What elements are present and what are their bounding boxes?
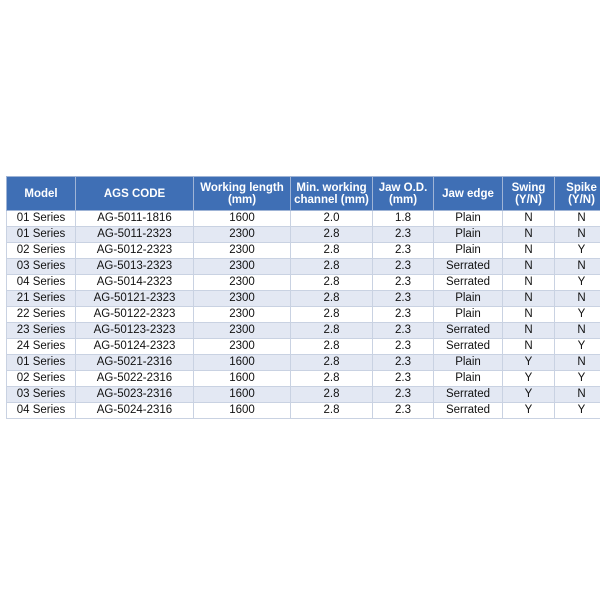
cell-ags-code: AG-5013-2323 <box>76 259 194 275</box>
cell-swing: N <box>503 339 555 355</box>
column-header-line1: AGS CODE <box>103 187 166 200</box>
cell-jaw-od: 2.3 <box>373 307 434 323</box>
cell-jaw-edge: Serrated <box>434 323 503 339</box>
cell-min-working-channel: 2.8 <box>291 355 373 371</box>
column-header-model <box>7 177 76 211</box>
cell-jaw-edge: Plain <box>434 243 503 259</box>
cell-min-working-channel: 2.8 <box>291 259 373 275</box>
cell-spike: N <box>555 291 600 307</box>
cell-spike: Y <box>555 339 600 355</box>
cell-jaw-edge: Plain <box>434 371 503 387</box>
cell-model: 03 Series <box>7 259 76 275</box>
cell-jaw-od: 2.3 <box>373 403 434 419</box>
cell-min-working-channel: 2.0 <box>291 211 373 227</box>
column-header-line1: Min. working <box>296 181 367 194</box>
cell-working-length: 1600 <box>194 211 291 227</box>
cell-spike: N <box>555 355 600 371</box>
table-row <box>7 211 600 227</box>
cell-working-length: 1600 <box>194 387 291 403</box>
cell-jaw-od: 2.3 <box>373 371 434 387</box>
cell-swing: N <box>503 291 555 307</box>
cell-spike: Y <box>555 275 600 291</box>
cell-spike: N <box>555 387 600 403</box>
cell-jaw-edge: Serrated <box>434 259 503 275</box>
cell-jaw-edge: Plain <box>434 307 503 323</box>
column-header-spike <box>555 177 600 211</box>
cell-jaw-od: 2.3 <box>373 339 434 355</box>
table-row <box>7 243 600 259</box>
cell-ags-code: AG-50122-2323 <box>76 307 194 323</box>
cell-ags-code: AG-50124-2323 <box>76 339 194 355</box>
cell-jaw-od: 2.3 <box>373 387 434 403</box>
cell-ags-code: AG-5014-2323 <box>76 275 194 291</box>
cell-jaw-edge: Serrated <box>434 387 503 403</box>
cell-ags-code: AG-5021-2316 <box>76 355 194 371</box>
cell-ags-code: AG-5011-2323 <box>76 227 194 243</box>
cell-min-working-channel: 2.8 <box>291 227 373 243</box>
cell-jaw-edge: Serrated <box>434 339 503 355</box>
cell-model: 24 Series <box>7 339 76 355</box>
cell-spike: N <box>555 211 600 227</box>
cell-working-length: 2300 <box>194 259 291 275</box>
cell-swing: N <box>503 211 555 227</box>
table-body <box>7 211 600 419</box>
cell-swing: N <box>503 243 555 259</box>
cell-ags-code: AG-50121-2323 <box>76 291 194 307</box>
cell-jaw-od: 1.8 <box>373 211 434 227</box>
cell-jaw-edge: Plain <box>434 355 503 371</box>
column-header-line2: (mm) <box>227 193 257 206</box>
table-row <box>7 259 600 275</box>
cell-swing: N <box>503 259 555 275</box>
table-row <box>7 339 600 355</box>
table-row <box>7 387 600 403</box>
cell-jaw-od: 2.3 <box>373 227 434 243</box>
cell-jaw-od: 2.3 <box>373 355 434 371</box>
cell-ags-code: AG-50123-2323 <box>76 323 194 339</box>
cell-jaw-edge: Serrated <box>434 275 503 291</box>
spec-table-container <box>6 176 597 419</box>
column-header-line1: Model <box>24 187 58 200</box>
cell-working-length: 2300 <box>194 339 291 355</box>
table-row <box>7 371 600 387</box>
cell-ags-code: AG-5022-2316 <box>76 371 194 387</box>
cell-swing: N <box>503 275 555 291</box>
cell-swing: N <box>503 307 555 323</box>
column-header-ags-code <box>76 177 194 211</box>
cell-jaw-edge: Plain <box>434 211 503 227</box>
cell-model: 04 Series <box>7 275 76 291</box>
column-header-line2: (Y/N) <box>515 193 542 206</box>
cell-working-length: 2300 <box>194 227 291 243</box>
cell-jaw-od: 2.3 <box>373 323 434 339</box>
cell-ags-code: AG-5012-2323 <box>76 243 194 259</box>
cell-ags-code: AG-5011-1816 <box>76 211 194 227</box>
cell-jaw-edge: Plain <box>434 227 503 243</box>
column-header-jaw-od <box>373 177 434 211</box>
cell-jaw-od: 2.3 <box>373 259 434 275</box>
cell-working-length: 2300 <box>194 291 291 307</box>
cell-jaw-od: 2.3 <box>373 291 434 307</box>
cell-spike: N <box>555 259 600 275</box>
table-row <box>7 307 600 323</box>
cell-model: 01 Series <box>7 211 76 227</box>
cell-model: 21 Series <box>7 291 76 307</box>
cell-spike: N <box>555 323 600 339</box>
cell-model: 04 Series <box>7 403 76 419</box>
column-header-working-length <box>194 177 291 211</box>
cell-model: 02 Series <box>7 243 76 259</box>
column-header-line1: Jaw O.D. <box>378 181 428 194</box>
cell-jaw-od: 2.3 <box>373 275 434 291</box>
column-header-line2: channel (mm) <box>294 193 369 206</box>
table-row <box>7 227 600 243</box>
cell-working-length: 1600 <box>194 371 291 387</box>
cell-spike: Y <box>555 243 600 259</box>
cell-jaw-od: 2.3 <box>373 243 434 259</box>
column-header-line1: Swing <box>511 181 546 194</box>
column-header-min-working-channel <box>291 177 373 211</box>
cell-min-working-channel: 2.8 <box>291 403 373 419</box>
cell-model: 01 Series <box>7 227 76 243</box>
cell-min-working-channel: 2.8 <box>291 291 373 307</box>
spec-table <box>6 176 600 419</box>
cell-jaw-edge: Serrated <box>434 403 503 419</box>
cell-model: 22 Series <box>7 307 76 323</box>
cell-min-working-channel: 2.8 <box>291 339 373 355</box>
cell-working-length: 2300 <box>194 275 291 291</box>
cell-working-length: 2300 <box>194 323 291 339</box>
cell-swing: N <box>503 323 555 339</box>
cell-spike: Y <box>555 403 600 419</box>
column-header-swing <box>503 177 555 211</box>
column-header-jaw-edge <box>434 177 503 211</box>
table-row <box>7 403 600 419</box>
table-row <box>7 355 600 371</box>
cell-swing: N <box>503 227 555 243</box>
cell-model: 03 Series <box>7 387 76 403</box>
cell-ags-code: AG-5024-2316 <box>76 403 194 419</box>
cell-model: 02 Series <box>7 371 76 387</box>
cell-min-working-channel: 2.8 <box>291 387 373 403</box>
column-header-line1: Working length <box>200 181 284 194</box>
column-header-line1: Jaw edge <box>442 187 494 200</box>
column-header-line1: Spike <box>566 181 597 194</box>
column-header-line2: (Y/N) <box>568 193 595 206</box>
table-header-row <box>7 177 600 211</box>
table-row <box>7 275 600 291</box>
cell-ags-code: AG-5023-2316 <box>76 387 194 403</box>
column-header-line2: (mm) <box>388 193 418 206</box>
cell-min-working-channel: 2.8 <box>291 323 373 339</box>
cell-min-working-channel: 2.8 <box>291 243 373 259</box>
cell-min-working-channel: 2.8 <box>291 307 373 323</box>
cell-min-working-channel: 2.8 <box>291 371 373 387</box>
cell-working-length: 2300 <box>194 307 291 323</box>
cell-working-length: 1600 <box>194 355 291 371</box>
cell-working-length: 2300 <box>194 243 291 259</box>
cell-spike: Y <box>555 307 600 323</box>
cell-spike: Y <box>555 371 600 387</box>
cell-jaw-edge: Plain <box>434 291 503 307</box>
cell-spike: N <box>555 227 600 243</box>
cell-swing: Y <box>503 355 555 371</box>
table-row <box>7 291 600 307</box>
cell-swing: Y <box>503 387 555 403</box>
table-row <box>7 323 600 339</box>
cell-swing: Y <box>503 403 555 419</box>
cell-model: 01 Series <box>7 355 76 371</box>
cell-working-length: 1600 <box>194 403 291 419</box>
cell-swing: Y <box>503 371 555 387</box>
cell-min-working-channel: 2.8 <box>291 275 373 291</box>
cell-model: 23 Series <box>7 323 76 339</box>
